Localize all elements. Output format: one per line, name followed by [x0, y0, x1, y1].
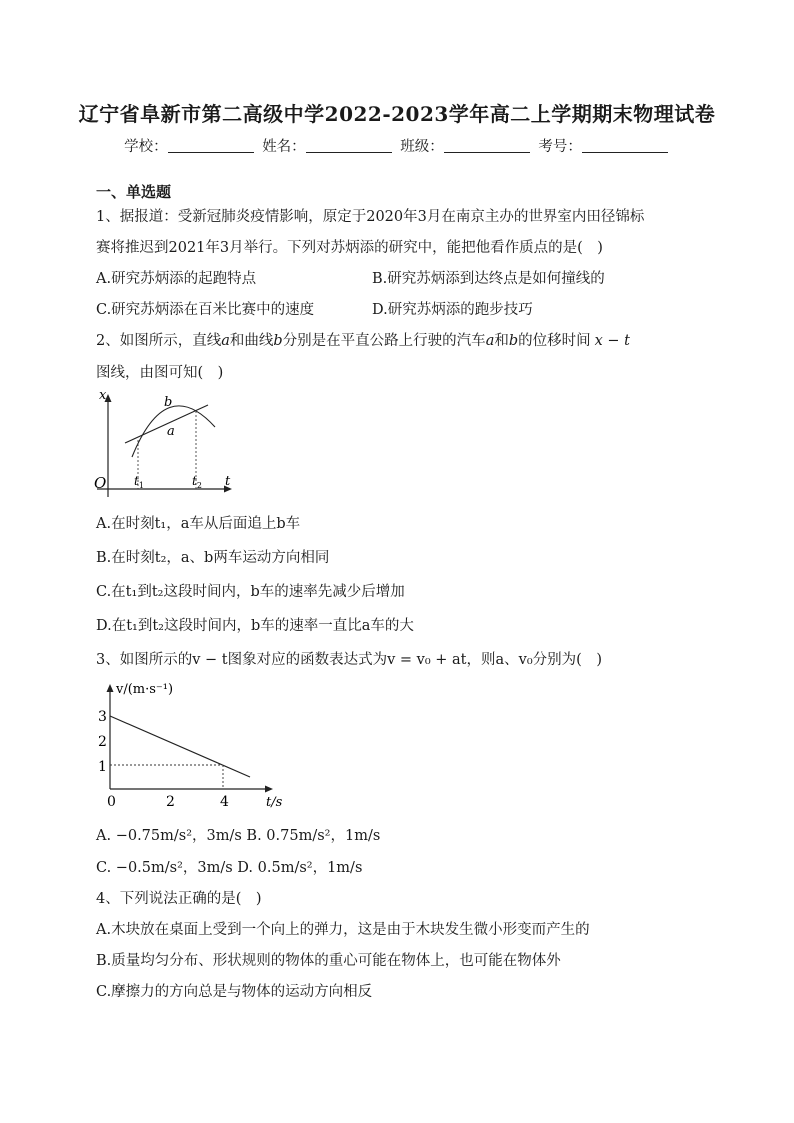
q2-text-3: 分别是在平直公路上行驶的汽车 — [282, 333, 486, 349]
q2-option-b: B.在时刻t₂，a、b两车运动方向相同 — [96, 550, 330, 566]
q2-option-d: D.在t₁到t₂这段时间内，b车的速率一直比a车的大 — [96, 618, 414, 634]
vt-y-arrow — [107, 684, 114, 692]
class-label: 班级： — [400, 139, 444, 155]
q4-line1: 4、下列说法正确的是( ) — [96, 891, 262, 907]
q3-options-cd: C. −0.5m/s²，3m/s D. 0.5m/s²，1m/s — [96, 860, 363, 876]
q2-text-5: 的位移时间 — [518, 333, 591, 349]
figure-xt-graph — [90, 385, 240, 497]
q2-xt-symbol: x − t — [594, 333, 631, 349]
vt-xtick-4: 4 — [220, 794, 229, 810]
q1-option-a: A.研究苏炳添的起跑特点 — [96, 271, 257, 287]
q3-options-ab: A. −0.75m/s²，3m/s B. 0.75m/s²，1m/s — [96, 828, 381, 844]
q3-line1: 3、如图所示的v − t图象对应的函数表达式为v = v₀ + at，则a、v₀分别为( ) — [96, 652, 602, 668]
xt-x-label: x — [99, 388, 107, 403]
t1-subscript: 1 — [138, 481, 144, 490]
vt-ytick-2: 2 — [98, 734, 107, 750]
q4-option-c: C.摩擦力的方向总是与物体的运动方向相反 — [96, 984, 373, 1000]
q2-var-a1: a — [221, 333, 230, 349]
school-blank — [168, 138, 254, 153]
t1-letter: t — [134, 474, 139, 488]
section-heading: 一、单选题 — [96, 183, 172, 201]
curve-b-label: b — [164, 395, 173, 410]
q2-option-a: A.在时刻t₁，a车从后面追上b车 — [96, 516, 301, 532]
exam-title: 辽宁省阜新市第二高级中学2022-2023学年高二上学期期末物理试卷 — [78, 102, 716, 126]
q1-option-b: B.研究苏炳添到达终点是如何撞线的 — [372, 271, 605, 287]
class-blank — [444, 138, 530, 153]
q2-var-a2: a — [485, 333, 495, 349]
vt-x-arrow — [265, 786, 273, 793]
xt-origin-label: O — [94, 474, 107, 492]
q4-option-b: B.质量均匀分布、形状规则的物体的重心可能在物体上，也可能在物体外 — [96, 953, 561, 969]
name-blank — [306, 138, 392, 153]
q1-option-d: D.研究苏炳添的跑步技巧 — [372, 302, 533, 318]
t2-subscript: 2 — [196, 481, 202, 490]
q2-option-c: C.在t₁到t₂这段时间内，b车的速率先减少后增加 — [96, 584, 405, 600]
q2-var-b1: b — [273, 333, 283, 349]
t1-label — [134, 474, 144, 490]
q2-line2: 图线，由图可知( ) — [96, 365, 224, 381]
q2-text-4: 和 — [494, 333, 509, 349]
vt-xtick-2: 2 — [166, 794, 175, 810]
vt-line — [110, 716, 250, 777]
t2-letter: t — [192, 474, 197, 488]
vt-xtick-0: 0 — [107, 794, 116, 810]
q1-option-c: C.研究苏炳添在百米比赛中的速度 — [96, 302, 315, 318]
figure-vt-graph — [90, 675, 300, 815]
student-info-line — [0, 135, 794, 156]
q2-var-b2: b — [508, 333, 519, 349]
vt-ytick-1: 1 — [98, 759, 107, 775]
vt-y-label: v/(m·s⁻¹) — [116, 682, 174, 697]
school-label: 学校： — [124, 139, 168, 155]
q2-text-1: 2、如图所示，直线 — [96, 333, 222, 349]
number-label: 考号： — [538, 139, 582, 155]
number-blank — [582, 138, 668, 153]
q2-line1 — [96, 329, 630, 350]
xt-t-label: t — [225, 474, 231, 489]
name-label: 姓名： — [262, 139, 306, 155]
vt-x-label: t/s — [266, 795, 283, 810]
q1-line1: 1、据报道：受新冠肺炎疫情影响，原定于2020年3月在南京主办的世界室内田径锦标 — [96, 209, 645, 225]
q4-option-a: A.木块放在桌面上受到一个向上的弹力，这是由于木块发生微小形变而产生的 — [96, 922, 590, 938]
q1-line2: 赛将推迟到2021年3月举行。下列对苏炳添的研究中，能把他看作质点的是( ) — [96, 240, 603, 256]
line-a-label: a — [167, 424, 175, 439]
q2-text-2: 和曲线 — [229, 333, 274, 349]
t2-label — [192, 474, 202, 490]
vt-ytick-3: 3 — [98, 709, 107, 725]
